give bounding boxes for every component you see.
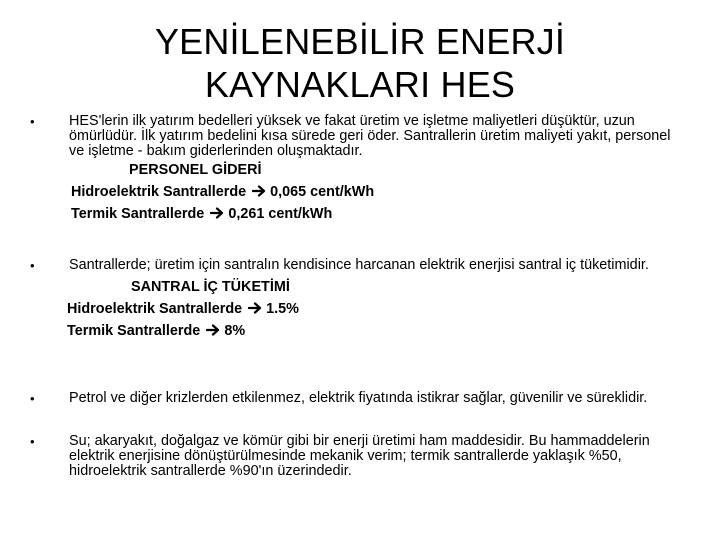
bullet-dot: • xyxy=(30,434,35,449)
right-arrow-icon xyxy=(252,185,266,197)
bullet-item-3 xyxy=(30,391,680,406)
sub-row xyxy=(67,298,680,320)
bullet-item-4 xyxy=(30,434,680,479)
right-arrow-icon xyxy=(206,324,220,336)
sub-row-label: Hidroelektrik Santrallerde xyxy=(71,184,247,200)
sub-row xyxy=(71,181,680,203)
bullet-text: Su; akaryakıt, doğalgaz ve kömür gibi bir enerji üretimi ham maddesidir. Bu hammaddelerin elektrik enerjisine dönüştürülmesinde mekanik verim; termik santrallerde yaklaşık %50, hidroelektrik santrallerde %90'ın üzerindedir. xyxy=(69,433,650,479)
sub-row xyxy=(71,203,680,225)
sub-row-value: 0,261 cent/kWh xyxy=(228,206,333,222)
sub-row xyxy=(67,320,680,342)
bullet-text: Santrallerde; üretim için santralın kendisince harcanan elektrik enerjisi santral iç tüketimidir. xyxy=(69,257,649,273)
right-arrow-icon xyxy=(210,207,224,219)
bullet-dot: • xyxy=(30,391,35,406)
sub-row-label: Hidroelektrik Santrallerde xyxy=(67,301,243,317)
sub-row-label: Termik Santrallerde xyxy=(67,323,201,339)
sub-row-value: 1.5% xyxy=(266,301,299,317)
sub-row-label: Termik Santrallerde xyxy=(71,206,205,222)
sub-heading: SANTRAL İÇ TÜKETİMİ xyxy=(131,279,290,295)
right-arrow-icon xyxy=(248,302,262,314)
sub-row-value: 0,065 cent/kWh xyxy=(270,184,375,200)
bullet-text: Petrol ve diğer krizlerden etkilenmez, elektrik fiyatında istikrar sağlar, güvenilir ve süreklidir. xyxy=(69,390,648,406)
bullet-dot: • xyxy=(30,258,35,273)
bullet-item-1 xyxy=(30,114,680,238)
slide-title: YENİLENEBİLİR ENERJİ KAYNAKLARI HES xyxy=(154,21,566,105)
bullet-dot: • xyxy=(30,114,35,129)
sub-row-value: 8% xyxy=(224,323,246,339)
bullet-list xyxy=(30,114,680,479)
bullet-text: HES'lerin ilk yatırım bedelleri yüksek ve fakat üretim ve işletme maliyetleri düşüktür, uzun ömürlüdür. İlk yatırım bedelini kısa sürede geri öder. Santrallerin üretim maliyeti yakıt, personel ve işletme - bakım giderlerinden oluşmaktadır. xyxy=(69,113,671,159)
sub-heading: PERSONEL GİDERİ xyxy=(129,162,262,178)
bullet-item-2 xyxy=(30,258,680,366)
